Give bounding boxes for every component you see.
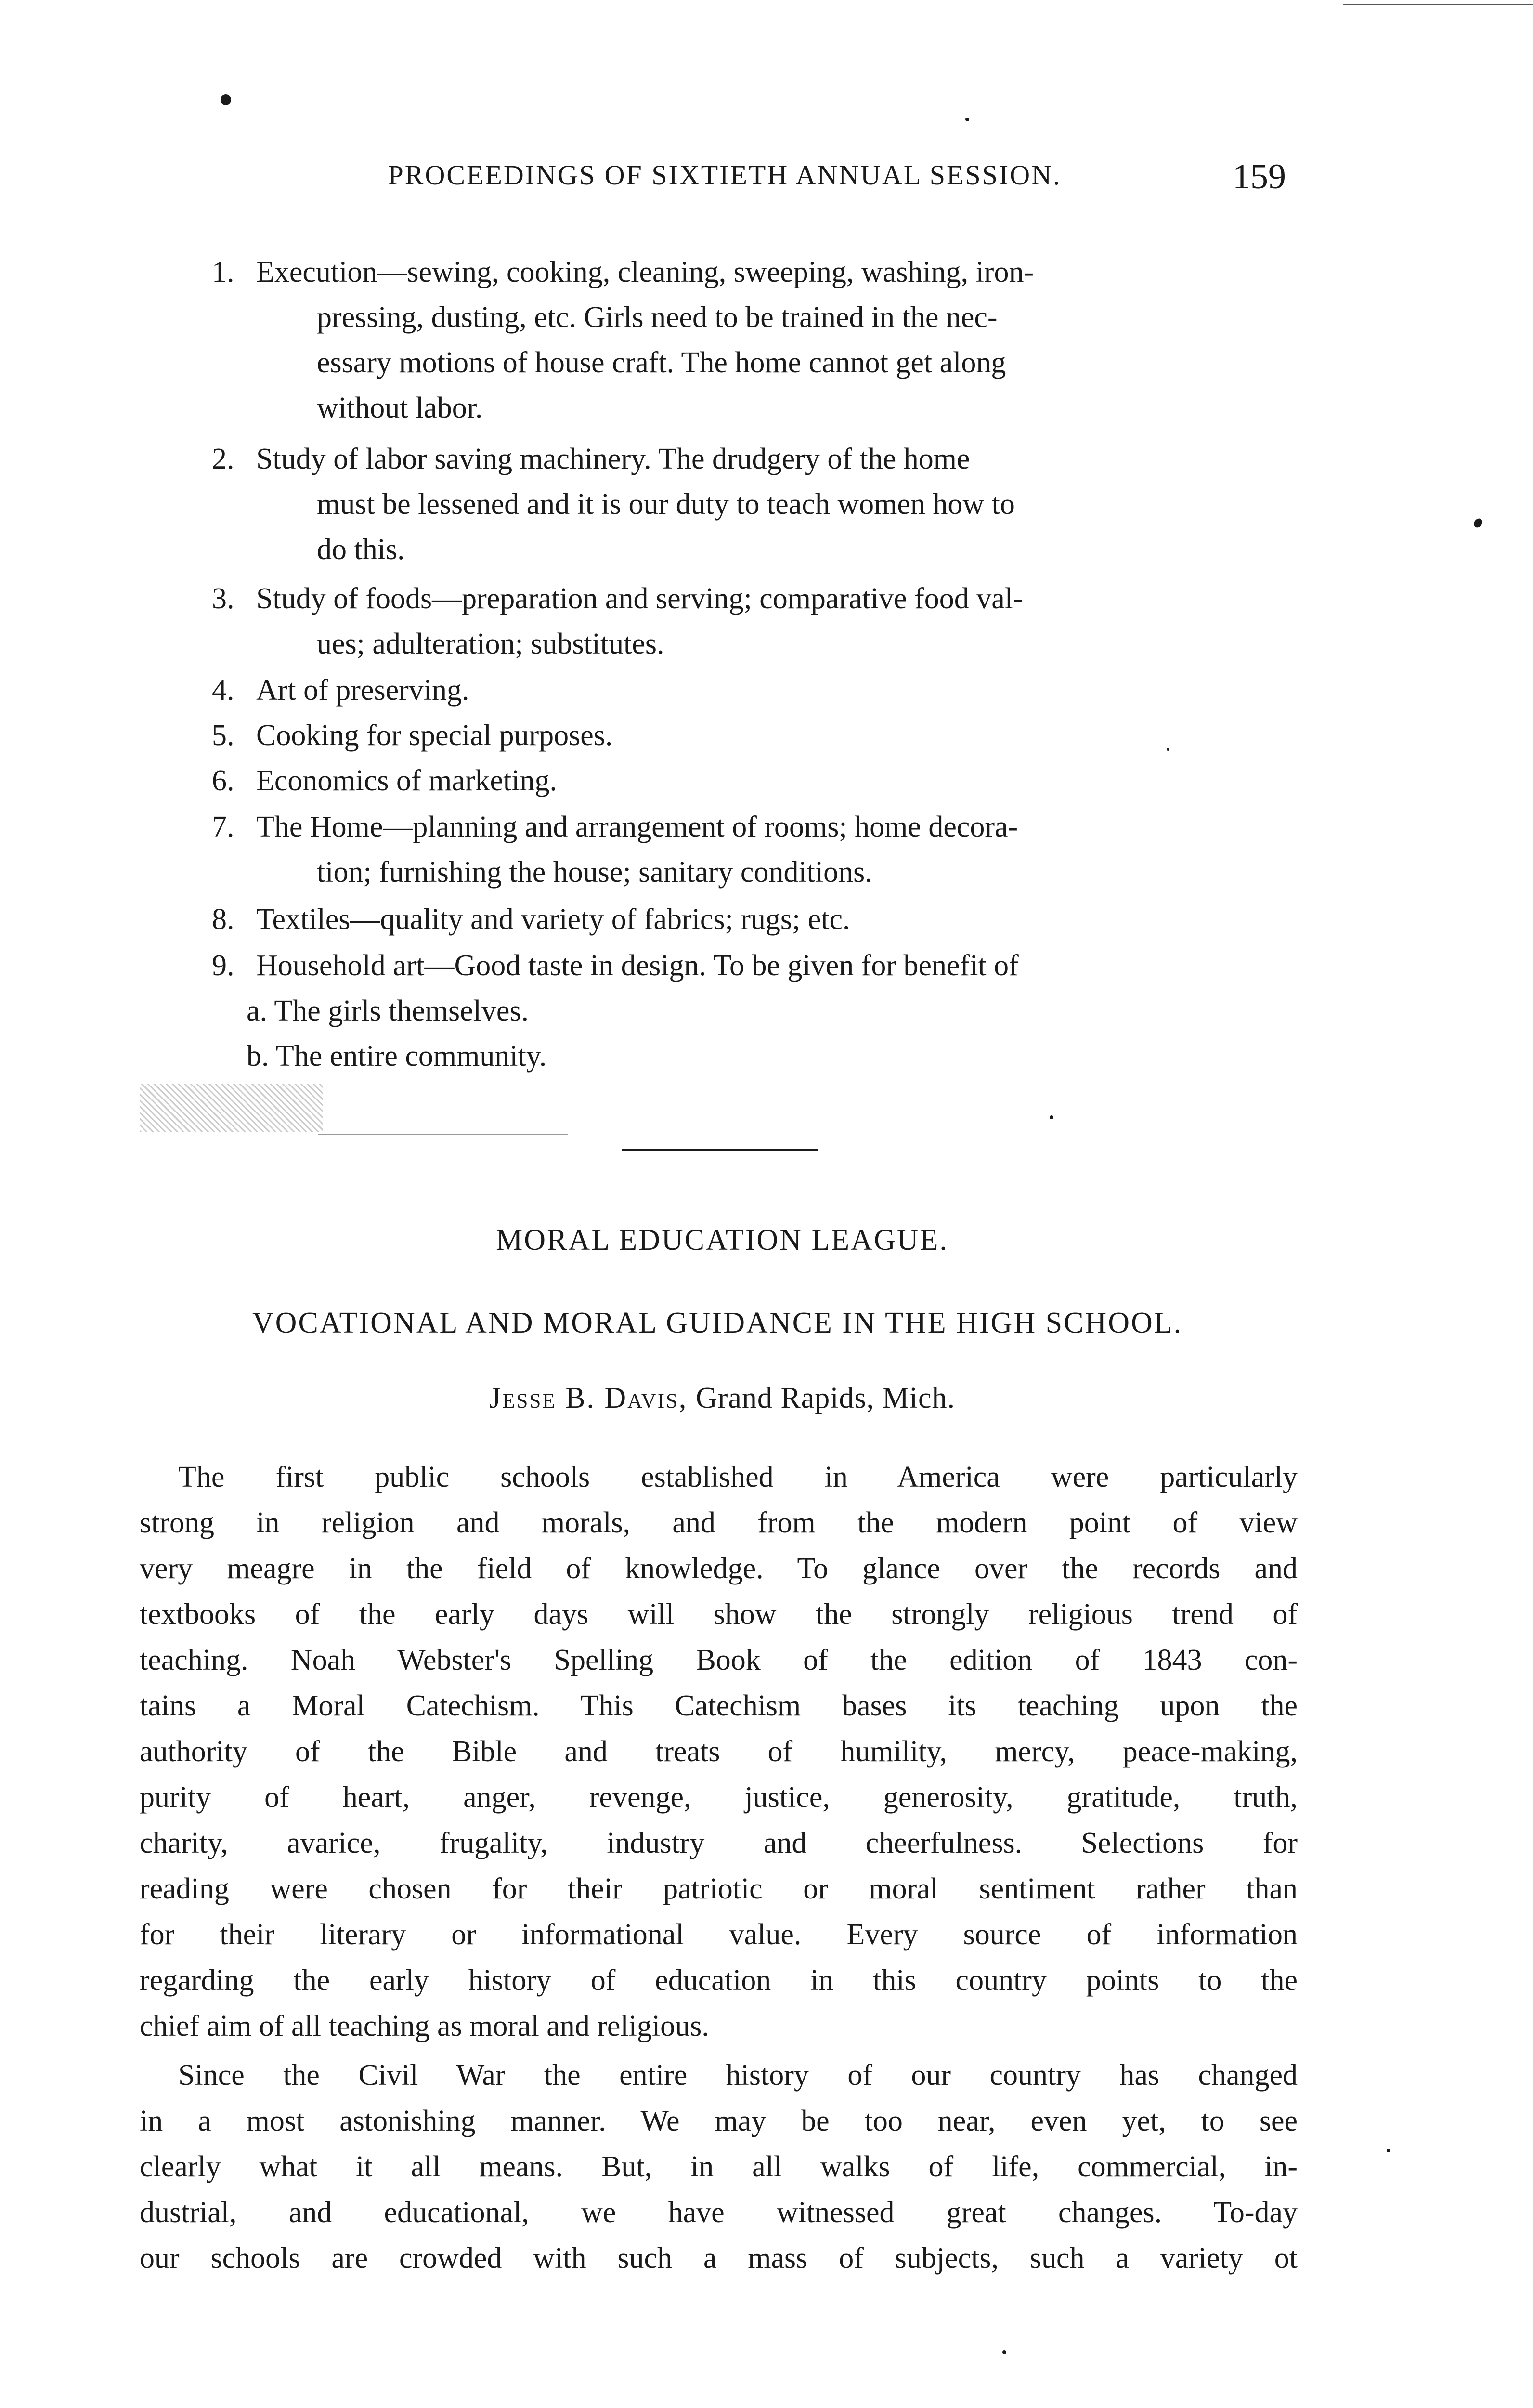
paragraph-line: The first public schools established in America were particularly bbox=[178, 1461, 1298, 1493]
list-item-number: 7. bbox=[212, 811, 234, 843]
section-divider bbox=[622, 1149, 818, 1151]
paragraph-line: in a most astonishing manner. We may be too near, even yet, to see bbox=[140, 2105, 1298, 2137]
list-item-line: pressing, dusting, etc. Girls need to be trained in the nec- bbox=[317, 301, 998, 334]
sub-list-item: b. The entire community. bbox=[247, 1040, 547, 1073]
scan-smudge-line bbox=[318, 1134, 568, 1135]
running-header: PROCEEDINGS OF SIXTIETH ANNUAL SESSION. bbox=[388, 159, 1062, 191]
paragraph-line: dustrial, and educational, we have witnessed great changes. To-day bbox=[140, 2196, 1298, 2229]
list-item-line: Cooking for special purposes. bbox=[256, 719, 613, 752]
ink-speck bbox=[1472, 517, 1484, 529]
paragraph-line: reading were chosen for their patriotic or moral sentiment rather than bbox=[140, 1872, 1298, 1905]
paragraph-line: Since the Civil War the entire history of our country has changed bbox=[178, 2059, 1298, 2092]
body-paragraph bbox=[140, 1454, 1298, 2049]
ink-speck bbox=[965, 118, 969, 121]
list-item-number: 3. bbox=[212, 582, 234, 615]
list-item-line: essary motions of house craft. The home cannot get along bbox=[317, 346, 1006, 379]
paragraph-line: clearly what it all means. But, in all walks of life, commercial, in- bbox=[140, 2150, 1298, 2183]
paragraph-line: tains a Moral Catechism. This Catechism bases its teaching upon the bbox=[140, 1689, 1298, 1722]
paragraph-line: chief aim of all teaching as moral and religious. bbox=[140, 2010, 709, 2042]
ink-speck bbox=[221, 94, 231, 105]
list-item-number: 2. bbox=[212, 443, 234, 475]
ink-speck bbox=[1387, 2149, 1390, 2152]
paragraph-line: our schools are crowded with such a mass of subjects, such a variety ot bbox=[140, 2242, 1298, 2275]
list-item-line: Execution—sewing, cooking, cleaning, sweeping, washing, iron- bbox=[256, 256, 1034, 288]
list-item bbox=[212, 943, 1019, 988]
list-item-number: 9. bbox=[212, 949, 234, 982]
ink-speck bbox=[1002, 2350, 1006, 2354]
paragraph-line: for their literary or informational value. Every source of information bbox=[140, 1918, 1298, 1951]
list-item bbox=[212, 667, 469, 713]
list-item-line: The Home—planning and arrangement of rooms; home decora- bbox=[256, 811, 1018, 843]
body-paragraph bbox=[140, 2053, 1298, 2281]
list-item bbox=[212, 897, 850, 942]
author-location: Grand Rapids, Mich. bbox=[695, 1382, 955, 1414]
paragraph-line: very meagre in the field of knowledge. To glance over the records and bbox=[140, 1552, 1298, 1585]
list-item-line: tion; furnishing the house; sanitary conditions. bbox=[317, 856, 872, 889]
list-item-line: Economics of marketing. bbox=[256, 764, 557, 797]
ink-speck bbox=[1050, 1115, 1053, 1119]
paragraph-line: strong in religion and morals, and from the modern point of view bbox=[140, 1506, 1298, 1539]
list-item-number: 4. bbox=[212, 674, 234, 707]
scan-smudge bbox=[140, 1084, 323, 1132]
sub-list-item: a. The girls themselves. bbox=[247, 995, 529, 1027]
list-item-number: 5. bbox=[212, 719, 234, 752]
list-item-line: do this. bbox=[317, 533, 405, 566]
list-item-line: Study of foods—preparation and serving; comparative food val- bbox=[256, 582, 1023, 615]
article-title: VOCATIONAL AND MORAL GUIDANCE IN THE HIGH SCHOOL. bbox=[252, 1307, 1183, 1339]
byline bbox=[0, 1381, 1444, 1415]
list-item-line: Art of preserving. bbox=[256, 674, 469, 707]
ink-speck bbox=[1167, 748, 1169, 751]
list-item-line: Household art—Good taste in design. To be given for benefit of bbox=[256, 949, 1019, 982]
paragraph-line: authority of the Bible and treats of humility, mercy, peace-making, bbox=[140, 1735, 1298, 1768]
list-item-line: must be lessened and it is our duty to teach women how to bbox=[317, 488, 1015, 521]
page-number: 159 bbox=[1233, 157, 1286, 196]
list-item bbox=[212, 804, 1018, 895]
list-item-line: ues; adulteration; substitutes. bbox=[317, 628, 664, 660]
paragraph-line: teaching. Noah Webster's Spelling Book of the edition of 1843 con- bbox=[140, 1644, 1298, 1676]
list-item bbox=[212, 576, 1023, 667]
list-item bbox=[212, 436, 1015, 572]
list-item-line: without labor. bbox=[317, 392, 483, 424]
paragraph-line: textbooks of the early days will show the strongly religious trend of bbox=[140, 1598, 1298, 1631]
list-item-number: 8. bbox=[212, 903, 234, 936]
section-heading: MORAL EDUCATION LEAGUE. bbox=[496, 1224, 948, 1256]
paragraph-line: charity, avarice, frugality, industry and cheerfulness. Selections for bbox=[140, 1827, 1298, 1859]
author-name: Jesse B. Davis, bbox=[489, 1382, 688, 1414]
list-item bbox=[212, 713, 612, 758]
list-item-number: 1. bbox=[212, 256, 234, 288]
list-item-number: 6. bbox=[212, 764, 234, 797]
paragraph-line: purity of heart, anger, revenge, justice, generosity, gratitude, truth, bbox=[140, 1781, 1298, 1814]
list-item bbox=[212, 758, 557, 803]
list-item-line: Textiles—quality and variety of fabrics; rugs; etc. bbox=[256, 903, 850, 936]
paragraph-line: regarding the early history of education in this country points to the bbox=[140, 1964, 1298, 1997]
scan-edge-line bbox=[1343, 4, 1533, 5]
list-item bbox=[212, 249, 1034, 431]
list-item-line: Study of labor saving machinery. The drudgery of the home bbox=[256, 443, 970, 475]
